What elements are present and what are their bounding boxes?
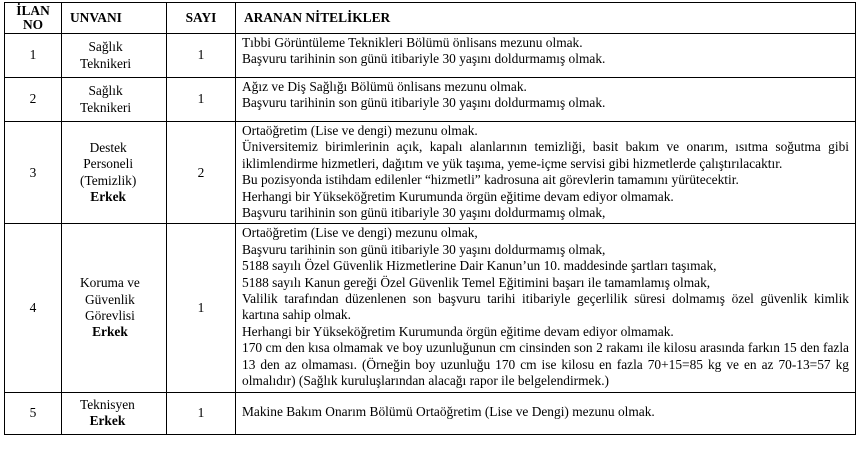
position-count: 1 [167,392,236,434]
posting-no: 4 [5,224,62,392]
position-title [62,122,167,224]
qualifications-cell [236,78,856,122]
position-title-line: Görevlisi [85,307,135,323]
table-header-row [5,3,856,34]
qualification-item: 5188 sayılı Kanun gereği Özel Güvenlik Temel Eğitimini başarı ile tamamlamış olmak, [242,274,711,290]
qualifications-cell [236,224,856,392]
gender-requirement: Erkek [89,413,126,428]
gender-requirement: Erkek [92,324,128,340]
qualification-item: Başvuru tarihinin son günü itibariyle 30 yaşını doldurmamış olmak, [242,241,606,257]
qualification-item: Başvuru tarihinin son günü itibariyle 30 yaşını doldurmamış olmak. [242,51,606,67]
position-count: 1 [167,78,236,122]
table-row [5,122,856,224]
header-title: UNVANI [62,3,167,34]
header-posting-no-line2: NO [22,17,44,32]
table-row [5,224,856,392]
qualification-item: Ortaöğretim (Lise ve dengi) mezunu olmak. [242,123,478,138]
position-title-line: Güvenlik [85,291,135,307]
qualification-item: Üniversitemiz birimlerinin açık, kapalı alanlarının temizliği, basit bakım ve onarım, ısıtma soğutma gibi iklimlendirme hizmetleri, dağıtım ve yük taşıma, yeme-içme servisi gibi hizmetlerde çalıştırılacaktır. [242,139,849,171]
position-title-line: Teknikeri [80,99,132,115]
posting-no: 1 [5,34,62,78]
header-posting-no-line1: İLAN [16,3,50,18]
qualification-item: Başvuru tarihinin son günü itibariyle 30 yaşını doldurmamış olmak, [242,205,606,221]
position-title-line: (Temizlik) [80,172,137,188]
posting-no: 5 [5,392,62,434]
qualification-item: Valilik tarafından düzenlenen son başvuru tarihi itibariyle geçerlilik süresi dolmamış özel güvenlik kimlik kartına sahip olmak. [242,291,849,323]
position-count: 1 [167,34,236,78]
qualifications-cell [236,34,856,78]
position-title [62,224,167,392]
posting-no: 3 [5,122,62,224]
qualification-item: Bu pozisyonda istihdam edilenler “hizmetli” kadrosuna ait görevlerin tamamını yürütecektir. [242,172,739,188]
qualification-item: Herhangi bir Yükseköğretim Kurumunda örgün eğitime devam ediyor olmamak. [242,323,674,339]
qualification-item: Ağız ve Diş Sağlığı Bölümü önlisans mezunu olmak. [242,79,527,94]
qualification-item: Başvuru tarihinin son günü itibariyle 30 yaşını doldurmamış olmak. [242,95,606,111]
table-row [5,34,856,78]
table-row [5,392,856,434]
position-title-line: Koruma ve [80,275,140,291]
header-count: SAYI [167,3,236,34]
header-qualifications: ARANAN NİTELİKLER [236,3,856,34]
gender-requirement: Erkek [90,189,127,205]
qualification-item: 5188 sayılı Özel Güvenlik Hizmetlerine Dair Kanun’un 10. maddesinde şartları taşımak, [242,258,717,274]
position-count: 2 [167,122,236,224]
posting-no: 2 [5,78,62,122]
job-posting-table [4,2,856,435]
qualification-item: Herhangi bir Yükseköğretim Kurumunda örgün eğitime devam ediyor olmamak. [242,188,674,204]
position-count: 1 [167,224,236,392]
position-title [62,34,167,78]
position-title-line: Destek [89,139,127,155]
position-title-line: Sağlık [88,39,123,55]
qualifications-cell [236,392,856,434]
job-posting-table-wrapper [4,2,856,435]
qualifications-cell [236,122,856,224]
position-title-line: Sağlık [88,83,123,99]
table-row [5,78,856,122]
position-title-line: Personeli [83,156,134,172]
qualification-item: Makine Bakım Onarım Bölümü Ortaöğretim (Lise ve Dengi) mezunu olmak. [242,404,655,420]
position-title [62,392,167,434]
position-title-line: Teknisyen [80,396,135,412]
qualification-item: Ortaöğretim (Lise ve dengi) mezunu olmak, [242,225,478,241]
position-title-line: Teknikeri [80,55,132,71]
qualification-item: 170 cm den kısa olmamak ve boy uzunluğunun cm cinsinden son 2 rakamı ile kilosu arasında farkın 15 den fazla 13 den az olmaması. (Örneğin boy uzunluğu 170 cm ise kilosu en fazla 70+15=85 kg ve en az 70-13=57 kg olmalıdır) (Sağlık kuruluşlarından alacağı rapor ile belgelendirmek.) [242,340,849,389]
qualification-item: Tıbbi Görüntüleme Teknikleri Bölümü önlisans mezunu olmak. [242,35,583,50]
header-posting-no [5,3,62,34]
position-title [62,78,167,122]
